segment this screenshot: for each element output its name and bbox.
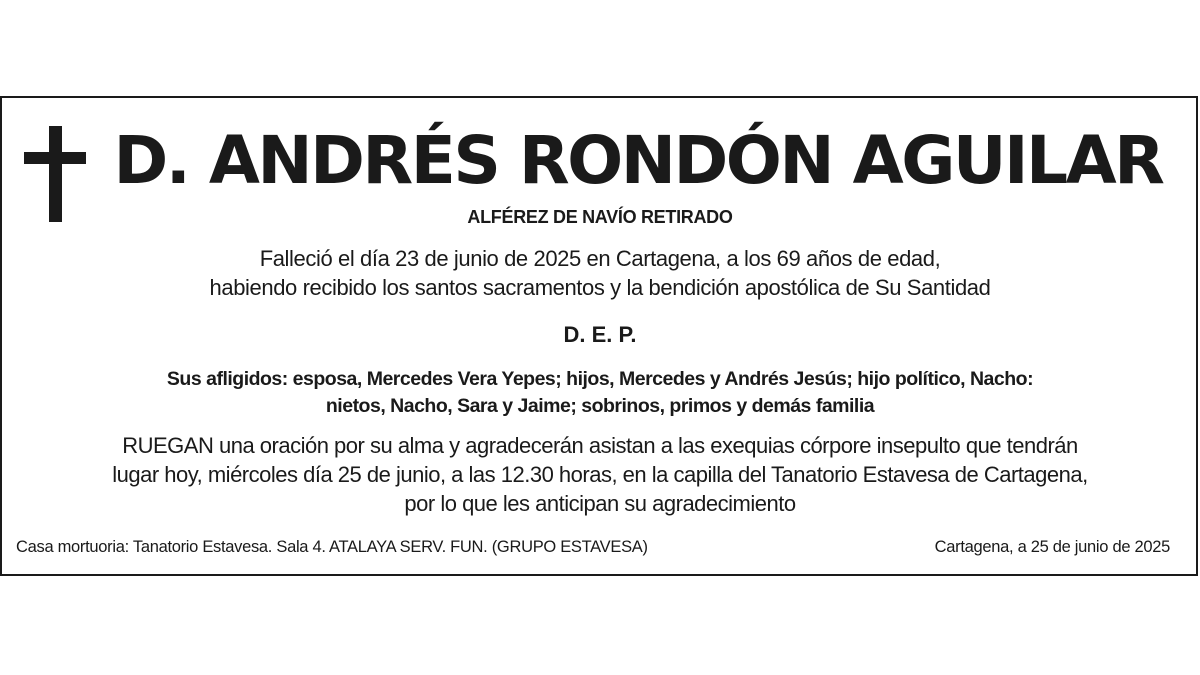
funeral-home-info: Casa mortuoria: Tanatorio Estavesa. Sala 4. ATALAYA SERV. FUN. (GRUPO ESTAVESA) [16, 538, 648, 556]
deceased-title: ALFÉREZ DE NAVÍO RETIRADO [467, 207, 733, 227]
family-line: nietos, Nacho, Sara y Jaime; sobrinos, primos y demás familia [325, 395, 875, 417]
passing-line: habiendo recibido los santos sacramentos y la bendición apostólica de Su Santidad [209, 275, 991, 300]
request-line: lugar hoy, miércoles día 25 de junio, a las 12.30 horas, en la capilla del Tanatorio Estavesa de Cartagena, [112, 462, 1088, 487]
deceased-name: D. ANDRÉS RONDÓN AGUILAR [113, 122, 1163, 199]
family-list [40, 366, 1160, 420]
passing-statement [40, 244, 1160, 302]
dep-heading: D. E. P. [563, 322, 637, 347]
funeral-request [40, 431, 1160, 518]
request-line: por lo que les anticipan su agradecimiento [404, 491, 796, 516]
request-line: RUEGAN una oración por su alma y agradecerán asistan a las exequias córpore insepulto que tendrán [122, 433, 1078, 458]
place-date: Cartagena, a 25 de junio de 2025 [934, 538, 1170, 556]
passing-line: Falleció el día 23 de junio de 2025 en Cartagena, a los 69 años de edad, [259, 246, 941, 271]
family-line: Sus afligidos: esposa, Mercedes Vera Yepes; hijos, Mercedes y Andrés Jesús; hijo político, Nacho: [166, 368, 1034, 390]
